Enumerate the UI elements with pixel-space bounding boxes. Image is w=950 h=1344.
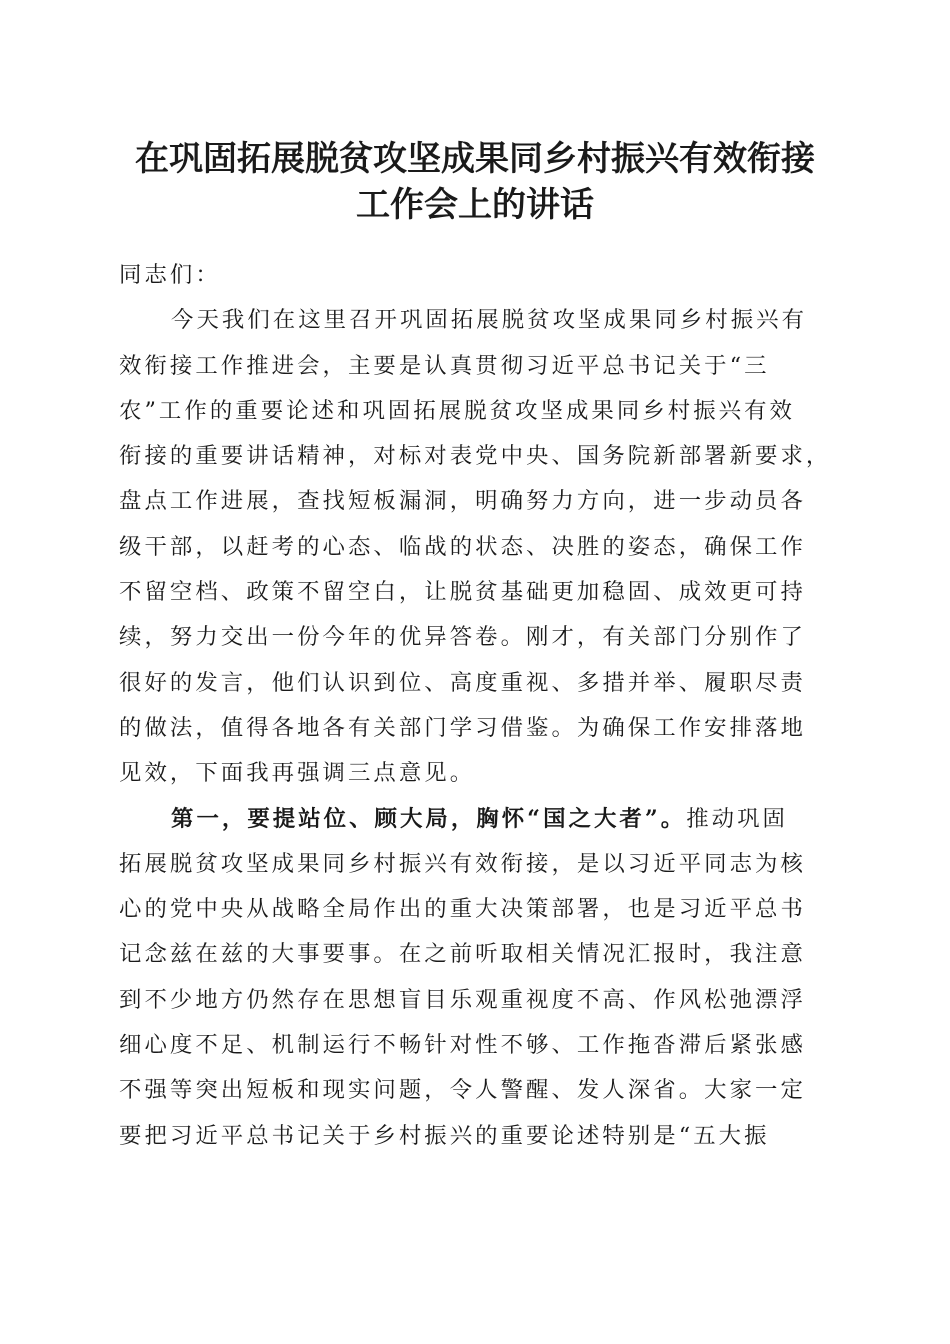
paragraph-line: 的做法，值得各地各有关部门学习借鉴。为确保工作安排落地 <box>119 714 806 741</box>
paragraph-line: 要把习近平总书记关于乡村振兴的重要论述特别是“五大振 <box>119 1122 770 1149</box>
paragraph-line: 不强等突出短板和现实问题，令人警醒、发人深省。大家一定 <box>119 1077 806 1104</box>
salutation: 同志们： <box>119 262 221 288</box>
paragraph-line: 级干部，以赶考的心态、临战的状态、决胜的姿态，确保工作 <box>119 533 806 560</box>
paragraph-line: 到不少地方仍然存在思想盲目乐观重视度不高、作风松弛漂浮 <box>119 986 806 1013</box>
paragraph-line: 心的党中央从战略全局作出的重大决策部署，也是习近平总书 <box>119 896 806 923</box>
paragraph-line <box>119 797 831 842</box>
paragraph-line: 见效，下面我再强调三点意见。 <box>119 760 476 787</box>
paragraph-1 <box>119 298 831 796</box>
section-heading: 第一，要提站位、顾大局，胸怀“国之大者”。 <box>171 805 687 832</box>
paragraph-line: 不留空档、政策不留空白，让脱贫基础更加稳固、成效更可持 <box>119 579 806 606</box>
paragraph-text: 推动巩固 <box>686 805 788 832</box>
paragraph-line: 农”工作的重要论述和巩固拓展脱贫攻坚成果同乡村振兴有效 <box>119 397 795 424</box>
paragraph-line: 很好的发言，他们认识到位、高度重视、多措并举、履职尽责 <box>119 669 806 696</box>
paragraph-line: 效衔接工作推进会，主要是认真贯彻习近平总书记关于“三 <box>119 352 770 379</box>
paragraph-line: 细心度不足、机制运行不畅针对性不够、工作拖沓滞后紧张感 <box>119 1032 806 1059</box>
paragraph-line: 盘点工作进展，查找短板漏洞，明确努力方向，进一步动员各 <box>119 488 806 515</box>
paragraph-line: 记念兹在兹的大事要事。在之前听取相关情况汇报时，我注意 <box>119 941 806 968</box>
document-body <box>119 253 831 1159</box>
title-line-1: 在巩固拓展脱贫攻坚成果同乡村振兴有效衔接 <box>135 139 815 179</box>
paragraph-line: 续，努力交出一份今年的优异答卷。刚才，有关部门分别作了 <box>119 624 806 651</box>
paragraph-2 <box>119 797 831 1159</box>
paragraph-line: 拓展脱贫攻坚成果同乡村振兴有效衔接，是以习近平同志为核 <box>119 850 806 877</box>
paragraph-line: 今天我们在这里召开巩固拓展脱贫攻坚成果同乡村振兴有 <box>171 307 808 334</box>
document-title <box>100 136 850 228</box>
paragraph-line: 衔接的重要讲话精神，对标对表党中央、国务院新部署新要求， <box>119 443 832 470</box>
title-line-2: 工作会上的讲话 <box>356 185 594 225</box>
